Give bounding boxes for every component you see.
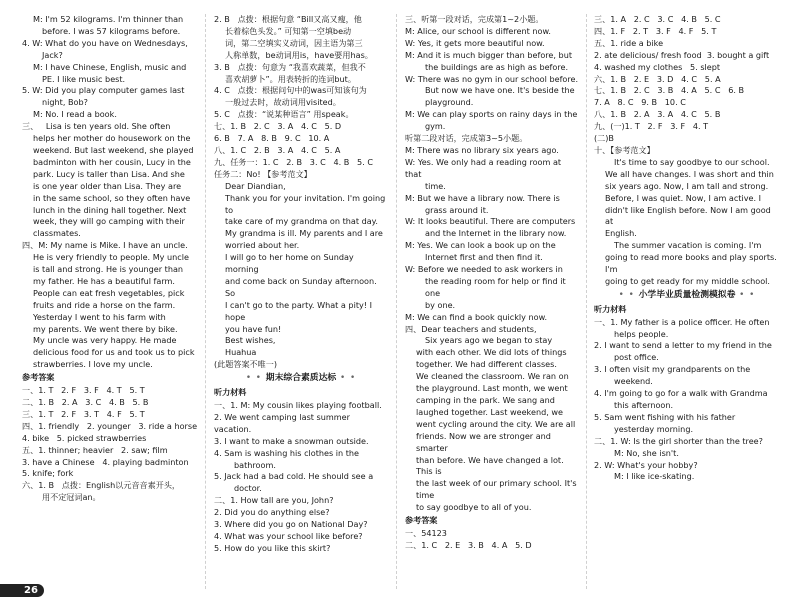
text-line: together. We had different classes. [416, 359, 557, 370]
text-line: strawberries. I love my uncle. [33, 359, 153, 370]
text-line: Thank you for your invitation. I'm going to [225, 192, 388, 215]
text-line: grass around it. [425, 204, 489, 215]
text-line: W: Before we needed to ask workers in [405, 264, 563, 275]
text-line: 2. Did you do anything else? [214, 507, 330, 518]
text-line: 二、1. B 2. A 3. C 4. B 5. B [22, 397, 149, 407]
section-heading: 参考答案 [22, 372, 55, 383]
text-line: 一、1. T 2. F 3. F 4. T 5. T [22, 385, 145, 396]
text-line: is tall and strong. He is younger than [33, 264, 184, 275]
text-line: bathroom. [234, 459, 276, 470]
text-line: 九、(一)1. T 2. F 3. F 4. T [594, 121, 709, 132]
text-line: the last week of our primary school. It's time [416, 478, 579, 501]
text-line: 2. We went camping last summer vacation. [214, 411, 353, 434]
text-line: take care of my grandma on that day. [225, 216, 378, 227]
text-line: M: Yes. We can look a book up on the [405, 240, 556, 251]
text-line: classmates. [33, 228, 81, 239]
text-line: M: I'm 52 kilograms. I'm thinner than [33, 14, 184, 24]
text-line: 三、1. A 2. C 3. C 4. B 5. C [594, 14, 721, 24]
text-line: 3. I often visit my grandparents on the [594, 364, 751, 375]
text-line: 4. Sam is washing his clothes in the [214, 447, 360, 458]
text-line: 三、听第一段对话，完成第1~2小题。 [405, 14, 544, 24]
text-line: (此题答案不唯一) [214, 359, 277, 370]
text-line: 3. Where did you go on National Day? [214, 519, 368, 530]
text-line: 三、 Lisa is ten years old. She often [22, 121, 171, 132]
text-line: W: There was no gym in our school before. [405, 73, 579, 84]
text-line: lunch in the dining hall together. Next [33, 204, 187, 215]
text-line: 六、1. B 2. E 3. D 4. C 5. A [594, 73, 721, 84]
column-1 [22, 14, 198, 589]
text-line: PE. I like music best. [42, 73, 126, 84]
section-heading: 听力材料 [594, 303, 627, 314]
text-line: 一、1. M: My cousin likes playing football. [214, 400, 382, 410]
text-line: and come back on Sunday afternoon. So [225, 275, 380, 298]
text-line: 6. B 7. A 8. B 9. C 10. A [214, 133, 330, 144]
text-line: time. [425, 180, 446, 191]
text-line: We all have changes. I was short and thin [605, 168, 774, 179]
text-line: M: And it is much bigger than before, but [405, 49, 573, 60]
text-line: 2. B 点拨：根据句意 “Bill又高又瘦，他 [214, 14, 362, 24]
text-line: Six years ago we began to stay [425, 335, 553, 346]
text-line: The summer vacation is coming. I'm [614, 240, 762, 251]
text-line: 人称单数，be动词用is，have要用has。 [225, 49, 373, 60]
text-line: 四、Dear teachers and students, [405, 323, 537, 334]
section-title-text: 期末综合素质达标 [265, 373, 337, 384]
text-line: my parents. We went there by bike. [33, 323, 178, 334]
text-line: in the same school, so they often have [33, 192, 191, 203]
section-heading: 参考答案 [405, 515, 438, 526]
text-line: I will go to her home on Sunday morning [225, 252, 357, 275]
text-line: went cycling around the city. We are all [416, 418, 576, 429]
text-line: 词，第二空填实义动词，因主语为第三 [225, 37, 363, 48]
text-line: We cleaned the classroom. We ran on [416, 371, 569, 382]
text-line: six years ago. Now, I am tall and strong. [605, 180, 769, 191]
text-line: than before. We have changed a lot. This is [416, 454, 567, 477]
text-line: 四、1. friendly 2. younger 3. ride a horse [22, 420, 198, 431]
section-heading: 听力材料 [214, 387, 247, 398]
text-line: M: But we have a library now. There is [405, 192, 560, 203]
text-line: you have fun! [225, 323, 282, 334]
text-line: worried about her. [225, 240, 300, 251]
text-line: 2. W: What's your hobby? [594, 459, 698, 470]
text-line: weekend. But last weekend, she played [33, 144, 194, 155]
text-line: 四、1. F 2. T 3. F 4. F 5. T [594, 25, 717, 36]
text-line: My uncle was very happy. He made [33, 335, 177, 346]
text-line: 4. I'm going to go for a walk with Grandma [594, 388, 768, 399]
section-title [214, 373, 388, 385]
text-line: 5. How do you like this skirt? [214, 542, 331, 553]
title-dots: • • [336, 373, 357, 384]
text-line: 一、54123 [405, 527, 447, 538]
text-line: M: Alice, our school is different now. [405, 25, 551, 36]
text-line: 3. I want to make a snowman outside. [214, 435, 369, 446]
text-line: going to get ready for my middle school. [605, 275, 771, 286]
text-line: friends. Now we are stronger and smarter [416, 430, 554, 453]
text-line: 4. washed my clothes 5. slept [594, 61, 721, 72]
text-line: 4. bike 5. picked strawberries [22, 432, 147, 443]
text-line: 喜欢胡萝卜”。用表转折的连词but。 [225, 73, 356, 84]
text-line: Before, I was quiet. Now, I am active. I [605, 192, 762, 203]
text-line: It's time to say goodbye to our school. [614, 156, 770, 167]
text-line: camping in the park. We sang and [416, 395, 555, 405]
column-4 [594, 14, 780, 589]
text-line: 十、【参考范文】 [594, 144, 655, 155]
text-line: delicious food for us and took us to pick [33, 347, 195, 358]
text-line: 5. knife; fork [22, 468, 74, 479]
text-line: badminton with her cousin, Lucy in the [33, 156, 191, 167]
text-line: He is very friendly to people. My uncle [33, 252, 189, 263]
column-divider [205, 14, 206, 589]
text-line: night, Bob? [42, 97, 88, 108]
text-line: going to read more books and play sports. I'm [605, 252, 780, 275]
text-line: People can eat fresh vegetables, pick [33, 287, 185, 298]
text-line: 五、1. thinner; heavier 2. saw; film [22, 444, 168, 455]
text-line: gym. [425, 121, 446, 132]
text-line: M: No. I read a book. [33, 109, 117, 120]
text-line: playground. [425, 97, 474, 108]
text-line: Internet first and then find it. [425, 252, 543, 263]
text-line: fruits and ride a horse on the farm. [33, 299, 176, 310]
text-line: 二、1. How tall are you, John? [214, 495, 334, 506]
text-line: 六、1. B 点拨：English以元音音素开头， [22, 480, 181, 491]
text-line: I can't go to the party. What a pity! I hope [225, 299, 375, 322]
text-line: and the Internet in the library now. [425, 228, 567, 239]
text-line: 七、1. B 2. C 3. A 4. C 5. D [214, 121, 342, 132]
section-title [594, 290, 780, 302]
text-line: M: I like ice-skating. [614, 471, 695, 482]
text-line: 一般过去时，故动词用visited。 [225, 97, 341, 108]
text-line: to say goodbye to all of you. [416, 502, 532, 513]
text-line: 一、1. My father is a police officer. He often [594, 316, 770, 327]
text-line: by one. [425, 299, 456, 310]
text-line: with each other. We did lots of things [416, 347, 567, 358]
text-line: 长着棕色头发。” 可知第一空填be动 [225, 25, 352, 36]
text-line: Huahua [225, 347, 257, 358]
text-line: 任务二：No! 【参考范文】 [214, 168, 312, 179]
text-line: My grandma is ill. My parents and I are [225, 228, 383, 239]
title-dots: • • [245, 373, 266, 384]
text-line: 5. C 点拨：“说某种语言” 用speak。 [214, 109, 354, 120]
text-line: laughed together. Last weekend, we [416, 406, 563, 417]
text-line: didn't like English before. Now I am good at [605, 204, 774, 227]
text-line: 3. B 点拨：句意为 “我喜欢蔬菜，但我不 [214, 61, 366, 72]
section-title-text: 小学毕业质量检测模拟卷 [638, 289, 736, 300]
text-line: 二、1. W: Is the girl shorter than the tree? [594, 435, 763, 446]
column-divider [396, 14, 397, 589]
text-line: M: There was no library six years ago. [405, 144, 559, 155]
text-line: Yesterday I went to his farm with [33, 311, 166, 322]
text-line: M: We can find a book quickly now. [405, 311, 548, 322]
text-line: 用不定冠词an。 [42, 492, 101, 503]
text-line: week, they will go camping with their [33, 216, 185, 227]
text-line: 2. I want to send a letter to my friend in the [594, 340, 772, 351]
text-line: Best wishes, [225, 335, 276, 346]
text-line: helps people. [614, 328, 669, 339]
text-line: is one year older than Lisa. They are [33, 180, 182, 191]
text-line: 听第二段对话，完成第3~5小题。 [405, 133, 528, 144]
text-line: M: No, she isn't. [614, 447, 679, 458]
column-2 [214, 14, 388, 589]
text-line: 3. have a Chinese 4. playing badminton [22, 456, 189, 467]
text-line: post office. [614, 352, 659, 363]
column-divider [586, 14, 587, 589]
text-line: M: We can play sports on rainy days in the [405, 109, 578, 120]
text-line: 九、任务一：1. C 2. B 3. C 4. B 5. C [214, 156, 373, 167]
title-dots: • • [735, 289, 756, 300]
text-line: weekend. [614, 376, 653, 387]
text-line: my father. He has a beautiful farm. [33, 275, 175, 286]
text-line: But now we have one. It's beside the [425, 85, 575, 96]
page-number: 26 [0, 584, 44, 597]
text-line: 4. What was your school like before? [214, 530, 363, 541]
text-line: before. I was 57 kilograms before. [42, 25, 181, 36]
text-line: 2. ate delicious/ fresh food 3. bought a gift [594, 49, 770, 60]
text-line: W: Yes, it gets more beautiful now. [405, 37, 545, 48]
text-line: 八、1. B 2. A 3. A 4. C 5. B [594, 109, 721, 120]
text-line: English. [605, 228, 637, 239]
text-line: 4. C 点拨：根据问句中的was可知该句为 [214, 85, 367, 96]
text-line: park. Lucy is taller than Lisa. And she [33, 168, 185, 179]
text-line: the reading room for help or find it one [425, 275, 569, 298]
text-line: M: I have Chinese, English, music and [33, 61, 187, 72]
text-line: 5. W: Did you play computer games last [22, 85, 185, 96]
text-line: Dear Diandian, [225, 180, 286, 191]
text-line: doctor. [234, 483, 262, 494]
text-line: (二)B [594, 133, 614, 144]
text-line: 5. Jack had a bad cold. He should see a [214, 471, 374, 482]
text-line: 4. W: What do you have on Wednesdays, [22, 37, 188, 48]
text-line: the buildings are as high as before. [425, 61, 569, 72]
text-line: the playground. Last month, we went [416, 383, 568, 394]
column-3 [405, 14, 579, 589]
text-line: 七、1. B 2. C 3. B 4. A 5. C 6. B [594, 85, 745, 96]
text-line: 五、1. ride a bike [594, 37, 664, 48]
text-line: helps her mother do housework on the [33, 133, 191, 144]
text-line: W: Yes. We only had a reading room at that [405, 156, 564, 179]
title-dots: • • [618, 289, 639, 300]
text-line: 7. A 8. C 9. B 10. C [594, 97, 686, 108]
text-line: 四、M: My name is Mike. I have an uncle. [22, 240, 188, 251]
text-line: this afternoon. [614, 400, 674, 410]
text-line: 三、1. T 2. F 3. T 4. F 5. T [22, 408, 145, 419]
text-line: 二、1. C 2. E 3. B 4. A 5. D [405, 539, 532, 550]
text-line: 5. Sam went fishing with his father [594, 411, 736, 422]
text-line: Jack? [42, 49, 63, 60]
text-line: yesterday morning. [614, 423, 694, 434]
text-line: W: It looks beautiful. There are computers [405, 216, 576, 227]
text-line: 八、1. C 2. B 3. A 4. C 5. A [214, 144, 341, 155]
